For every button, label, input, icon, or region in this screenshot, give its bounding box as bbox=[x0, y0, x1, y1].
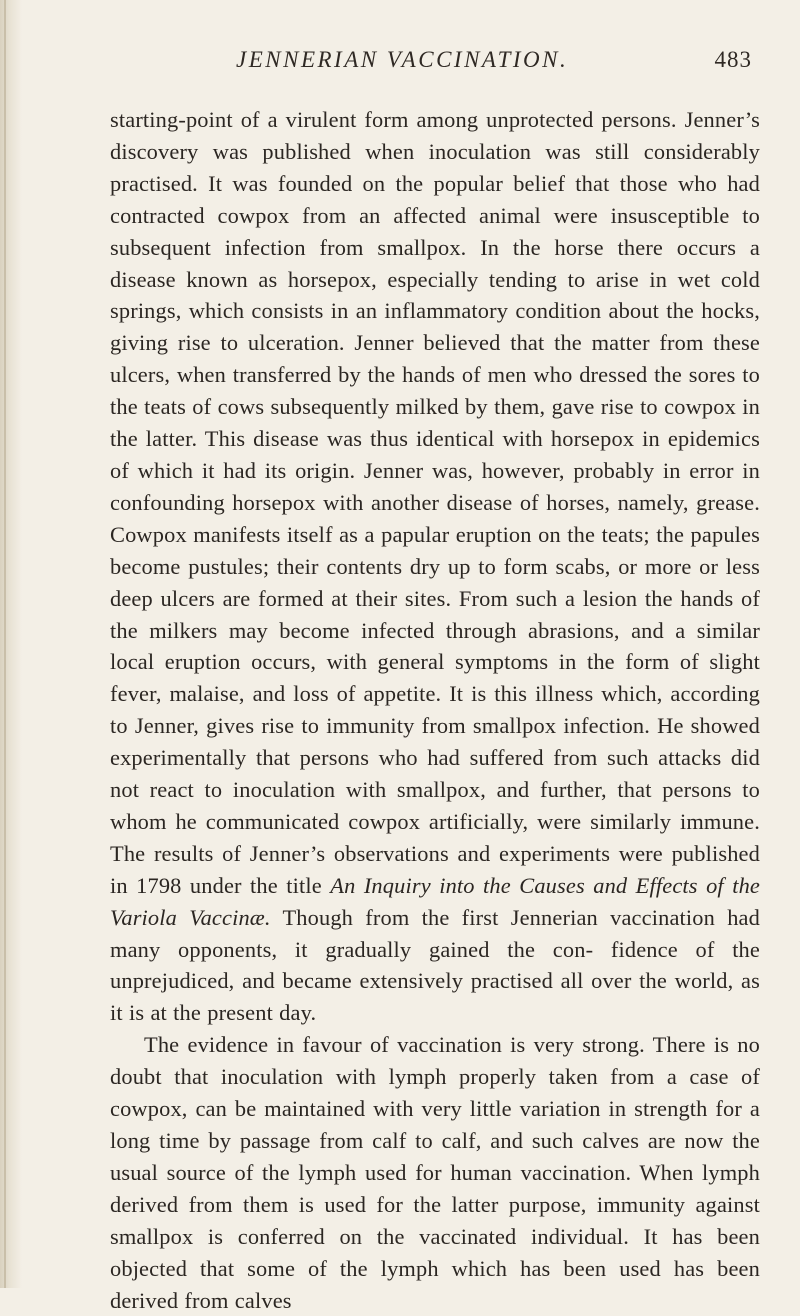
page-number: 483 bbox=[714, 47, 752, 72]
page-binding-line bbox=[4, 0, 6, 1288]
book-page bbox=[110, 0, 760, 1313]
paragraph-1-text-part-1: starting-point of a virulent form among unprotected persons. Jenner’s discovery was published when inoculation was still considerably practised. It was founded on the popular belief that those who had contracted cowpox from an affected animal were insusceptible to subsequent infection from smallpox. In the horse there occurs a disease known as horsepox, especially tending to arise in wet cold springs, which consists in an inflammatory condition about the hocks, giving rise to ulceration. Jenner believed that the matter from these ulcers, when transferred by the hands of men who dressed the sores to the teats of cows subsequently milked by them, gave rise to cowpox in the latter. This disease was thus identical with horsepox in epidemics of which it had its origin. Jenner was, however, probably in error in confounding horsepox with another disease of horses, namely, grease. Cowpox manifests itself as a papular eruption on the teats; the papules become pustules; their contents dry up to form scabs, or more or less deep ulcers are formed at their sites. From such a lesion the hands of the milkers may become infected through abrasions, and a similar local eruption occurs, with general symptoms in the form of slight fever, malaise, and loss of appetite. It is this illness which, according to Jenner, gives rise to immunity from smallpox infection. He showed experimentally that persons who had suffered from such attacks did not react to inoculation with smallpox, and further, that persons to whom he communicated cowpox artificially, were similarly immune. The results of Jenner’s observations and experiments were published in 1798 under the title bbox=[110, 107, 760, 898]
body-text bbox=[110, 104, 760, 1316]
paragraph-1 bbox=[110, 104, 760, 1029]
book-title-italic: An Inquiry into the Causes and Effects of the Variola Vaccinæ. bbox=[110, 872, 760, 930]
running-head bbox=[110, 0, 760, 100]
running-head-title: JENNERIAN VACCINATION. bbox=[236, 47, 569, 72]
paragraph-1-text-part-2: Though from the first Jennerian vaccination had many opponents, it gradually gained the con- fidence of the unprejudiced, and became extensively practised all over the world, as it is at the present day. bbox=[110, 904, 760, 1026]
paragraph-2: The evidence in favour of vaccination is very strong. There is no doubt that inoculation with lymph properly taken from a case of cowpox, can be maintained with very little variation in strength for a long time by passage from calf to calf, and such calves are now the usual source of the lymph used for human vaccination. When lymph derived from them is used for the latter purpose, immunity against smallpox is conferred on the vaccinated individual. It has been objected that some of the lymph which has been used has been derived from calves bbox=[110, 1032, 760, 1313]
